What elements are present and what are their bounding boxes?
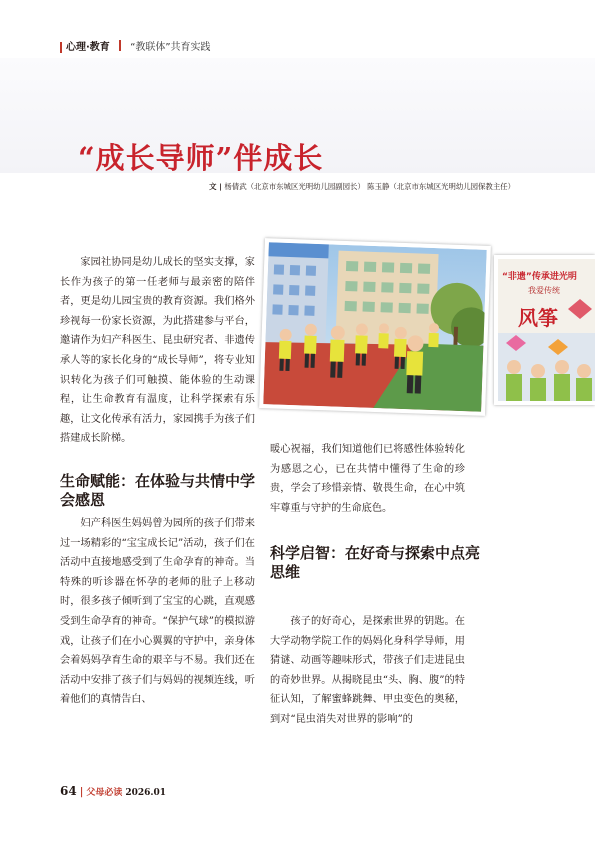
header-accent-bar [60, 42, 62, 53]
photo-children-running-image [263, 242, 487, 412]
byline [209, 182, 515, 192]
issue-date: 2026.01 [125, 788, 167, 798]
section-life-paragraph: 妇产科医生妈妈曾为园所的孩子们带来过一场精彩的“宝宝成长记”活动，孩子们在活动中直接地感受到了生命孕育的神奇。当特殊的听诊器在怀孕的老师的肚子上移动时，很多孩子倾听到了宝宝的心跳，直观感受到生命孕育的神奇。“保护气球”的模拟游戏，让孩子们在小心翼翼的守护中，亲身体会着妈妈孕育生命的艰辛与不易。我们还在活动中安排了孩子们与妈妈的视频连线，听着他们的真情告白、 [60, 518, 255, 706]
header-divider [119, 40, 121, 51]
byline-authors: 杨倩武（北京市东城区光明幼儿园副园长） 陈玉静（北京市东城区光明幼儿园保教主任） [224, 182, 515, 191]
section-heading-life: 生命赋能：在体验与共情中学会感恩 [60, 472, 256, 509]
byline-prefix: 文 | [209, 182, 225, 191]
photo-children-running [259, 238, 491, 416]
intro-paragraph: 家园社协同是幼儿成长的坚实支撑，家长作为孩子的第一任老师与最亲密的陪伴者，更是幼儿园宝贵的教育资源。我们格外珍视每一份家长资源，为此搭建参与平台，邀请作为妇产科医生、昆虫研究者、非遗传承人等的家长化身的“成长导师”，将专业知识转化为孩子们可触摸、能体验的生动课程，让生命教育有温度，让科学探索有乐趣，让文化传承有活力，家园携手为孩子们搭建成长阶梯。 [60, 257, 255, 445]
section-science-paragraph: 孩子的好奇心，是探索世界的钥匙。在大学动物学院工作的妈妈化身科学导师，用猜谜、动画等趣味形式，带孩子们走进昆虫的奇妙世界。从揭晓昆虫“头、胸、腹”的特征认知，了解蜜蜂跳舞、甲虫变色的奥秘，到对“昆虫消失对世界的影响”的 [270, 616, 465, 725]
banner-line2: 我爱传统 [528, 286, 560, 295]
article-title: “成长导师”伴成长 [78, 141, 324, 175]
page-number: 64 [60, 784, 77, 798]
header-section: 心理·教育 [66, 42, 110, 53]
kite-text: 风筝 [518, 306, 558, 330]
section-heading-science: 科学启智：在好奇与探索中点亮思维 [270, 544, 481, 581]
section-life-continuation: 暖心祝福，我们知道他们已将感性体验转化为感恩之心，已在共情中懂得了生命的珍贵，学会了珍惜亲情、敬畏生命，在心中筑牢尊重与守护的生命底色。 [270, 444, 465, 514]
header-subsection: “教联体”共育实践 [130, 42, 211, 53]
footer-divider: | [79, 787, 84, 798]
photo-kite-event [494, 255, 595, 405]
header [66, 40, 211, 55]
photo-kite-event-image [498, 259, 595, 401]
magazine-name: 父母必读 [86, 788, 123, 798]
footer [60, 784, 166, 800]
banner-line1: “非遗”传承进光明 [502, 272, 577, 282]
